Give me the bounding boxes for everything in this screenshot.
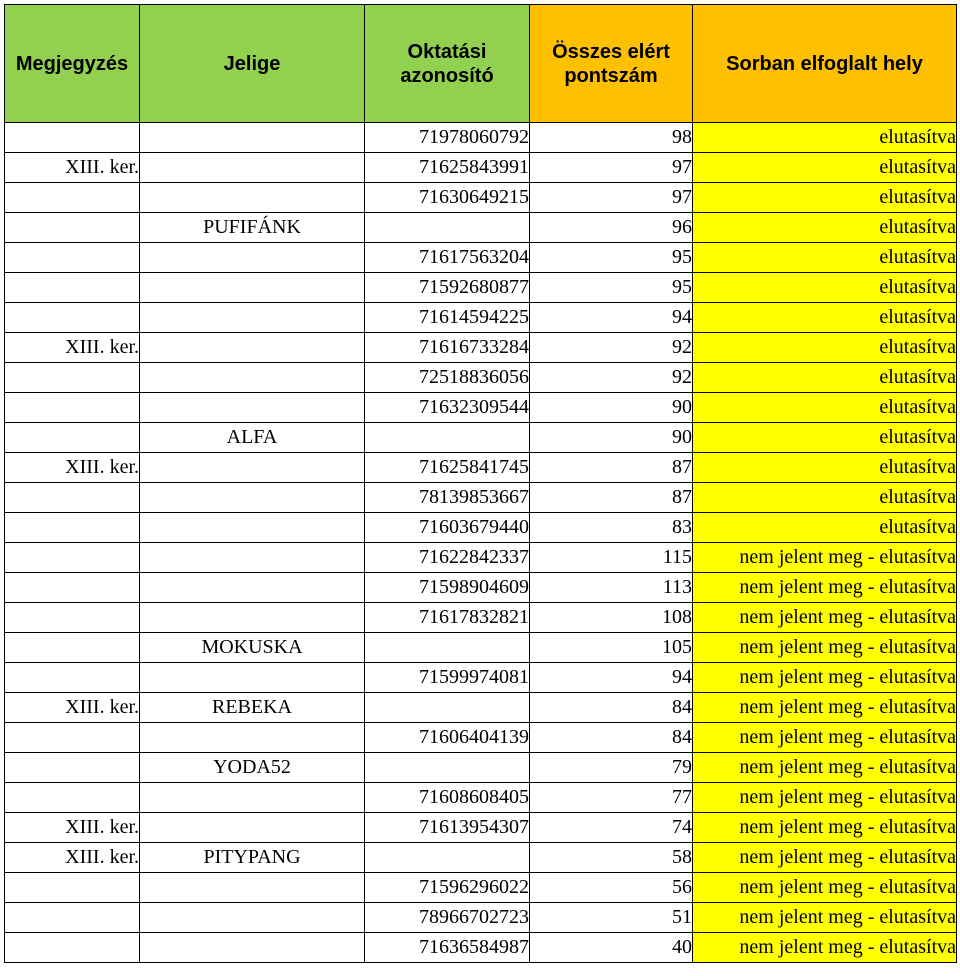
cell-oktatasi-azonosito: 71606404139	[365, 723, 530, 753]
cell-jelige	[140, 723, 365, 753]
cell-sorban-hely: nem jelent meg - elutasítva	[693, 783, 957, 813]
cell-megjegyzes: XIII. ker.	[5, 813, 140, 843]
cell-jelige	[140, 453, 365, 483]
header-megjegyzes-label: Megjegyzés	[15, 52, 129, 75]
cell-jelige	[140, 813, 365, 843]
cell-oktatasi-azonosito: 71632309544	[365, 393, 530, 423]
cell-jelige	[140, 483, 365, 513]
cell-pontszam: 96	[530, 213, 693, 243]
cell-sorban-hely: elutasítva	[693, 513, 957, 543]
table-row	[5, 633, 957, 663]
cell-pontszam: 105	[530, 633, 693, 663]
table-body	[5, 123, 957, 963]
cell-jelige	[140, 393, 365, 423]
table-row	[5, 843, 957, 873]
header-megjegyzes	[5, 5, 140, 123]
header-osszes-line1: Összes elért	[552, 40, 670, 63]
cell-megjegyzes	[5, 303, 140, 333]
cell-pontszam: 87	[530, 483, 693, 513]
cell-pontszam: 77	[530, 783, 693, 813]
cell-oktatasi-azonosito: 78966702723	[365, 903, 530, 933]
cell-megjegyzes	[5, 903, 140, 933]
cell-jelige: PUFIFÁNK	[140, 213, 365, 243]
cell-oktatasi-azonosito: 71617563204	[365, 243, 530, 273]
cell-megjegyzes	[5, 123, 140, 153]
cell-sorban-hely: nem jelent meg - elutasítva	[693, 723, 957, 753]
header-jelige-label: Jelige	[223, 52, 281, 75]
cell-jelige	[140, 903, 365, 933]
cell-sorban-hely: elutasítva	[693, 393, 957, 423]
table-row	[5, 903, 957, 933]
table-row	[5, 183, 957, 213]
cell-megjegyzes	[5, 783, 140, 813]
table-row	[5, 663, 957, 693]
cell-megjegyzes	[5, 183, 140, 213]
cell-jelige	[140, 363, 365, 393]
cell-jelige	[140, 243, 365, 273]
cell-oktatasi-azonosito: 71613954307	[365, 813, 530, 843]
cell-oktatasi-azonosito	[365, 213, 530, 243]
cell-jelige	[140, 573, 365, 603]
cell-pontszam: 92	[530, 363, 693, 393]
cell-pontszam: 94	[530, 663, 693, 693]
table-row	[5, 363, 957, 393]
cell-megjegyzes	[5, 663, 140, 693]
cell-oktatasi-azonosito: 71625843991	[365, 153, 530, 183]
cell-sorban-hely: nem jelent meg - elutasítva	[693, 873, 957, 903]
cell-oktatasi-azonosito: 71614594225	[365, 303, 530, 333]
cell-megjegyzes	[5, 393, 140, 423]
cell-pontszam: 97	[530, 153, 693, 183]
header-jelige	[140, 5, 365, 123]
table-row	[5, 753, 957, 783]
cell-pontszam: 84	[530, 693, 693, 723]
table-row	[5, 573, 957, 603]
cell-megjegyzes	[5, 423, 140, 453]
cell-jelige	[140, 933, 365, 963]
cell-sorban-hely: elutasítva	[693, 333, 957, 363]
cell-megjegyzes: XIII. ker.	[5, 153, 140, 183]
table-row	[5, 333, 957, 363]
cell-oktatasi-azonosito	[365, 753, 530, 783]
cell-jelige	[140, 663, 365, 693]
table-row	[5, 153, 957, 183]
cell-jelige	[140, 333, 365, 363]
cell-oktatasi-azonosito: 71622842337	[365, 543, 530, 573]
cell-oktatasi-azonosito: 71608608405	[365, 783, 530, 813]
cell-oktatasi-azonosito: 71625841745	[365, 453, 530, 483]
cell-sorban-hely: nem jelent meg - elutasítva	[693, 813, 957, 843]
cell-pontszam: 84	[530, 723, 693, 753]
table-row	[5, 243, 957, 273]
cell-oktatasi-azonosito: 71598904609	[365, 573, 530, 603]
table-row	[5, 813, 957, 843]
cell-oktatasi-azonosito: 71592680877	[365, 273, 530, 303]
cell-sorban-hely: elutasítva	[693, 243, 957, 273]
cell-jelige: YODA52	[140, 753, 365, 783]
cell-oktatasi-azonosito: 71636584987	[365, 933, 530, 963]
header-oktatasi-azonosito	[365, 5, 530, 123]
table-row	[5, 693, 957, 723]
cell-megjegyzes	[5, 273, 140, 303]
cell-megjegyzes	[5, 213, 140, 243]
cell-megjegyzes	[5, 573, 140, 603]
cell-jelige	[140, 603, 365, 633]
cell-oktatasi-azonosito: 71596296022	[365, 873, 530, 903]
cell-pontszam: 40	[530, 933, 693, 963]
cell-oktatasi-azonosito: 78139853667	[365, 483, 530, 513]
cell-megjegyzes	[5, 873, 140, 903]
cell-megjegyzes	[5, 363, 140, 393]
cell-pontszam: 56	[530, 873, 693, 903]
table-row	[5, 123, 957, 153]
cell-sorban-hely: nem jelent meg - elutasítva	[693, 753, 957, 783]
cell-pontszam: 98	[530, 123, 693, 153]
cell-jelige: ALFA	[140, 423, 365, 453]
cell-oktatasi-azonosito: 71616733284	[365, 333, 530, 363]
cell-megjegyzes	[5, 543, 140, 573]
results-table	[4, 4, 957, 963]
cell-jelige	[140, 543, 365, 573]
table-header	[5, 5, 957, 123]
cell-megjegyzes	[5, 243, 140, 273]
cell-megjegyzes: XIII. ker.	[5, 693, 140, 723]
table-row	[5, 543, 957, 573]
cell-oktatasi-azonosito	[365, 633, 530, 663]
cell-jelige	[140, 153, 365, 183]
cell-sorban-hely: nem jelent meg - elutasítva	[693, 603, 957, 633]
cell-megjegyzes	[5, 513, 140, 543]
table-row	[5, 393, 957, 423]
cell-sorban-hely: nem jelent meg - elutasítva	[693, 933, 957, 963]
cell-oktatasi-azonosito: 72518836056	[365, 363, 530, 393]
cell-pontszam: 115	[530, 543, 693, 573]
header-osszes-line2: pontszám	[564, 64, 658, 87]
header-row	[5, 5, 957, 123]
cell-oktatasi-azonosito	[365, 693, 530, 723]
header-oktatasi-line1: Oktatási	[407, 40, 487, 63]
cell-megjegyzes: XIII. ker.	[5, 333, 140, 363]
cell-jelige	[140, 783, 365, 813]
cell-pontszam: 95	[530, 273, 693, 303]
cell-pontszam: 92	[530, 333, 693, 363]
cell-megjegyzes	[5, 753, 140, 783]
cell-sorban-hely: elutasítva	[693, 153, 957, 183]
cell-pontszam: 97	[530, 183, 693, 213]
header-oktatasi-line2: azonosító	[400, 64, 494, 87]
cell-oktatasi-azonosito: 71599974081	[365, 663, 530, 693]
cell-oktatasi-azonosito: 71978060792	[365, 123, 530, 153]
cell-oktatasi-azonosito: 71630649215	[365, 183, 530, 213]
table-row	[5, 873, 957, 903]
table-row	[5, 603, 957, 633]
cell-megjegyzes	[5, 633, 140, 663]
cell-sorban-hely: elutasítva	[693, 213, 957, 243]
table-row	[5, 783, 957, 813]
cell-pontszam: 90	[530, 423, 693, 453]
table-row	[5, 273, 957, 303]
cell-sorban-hely: elutasítva	[693, 303, 957, 333]
cell-sorban-hely: elutasítva	[693, 273, 957, 303]
table-row	[5, 423, 957, 453]
cell-megjegyzes: XIII. ker.	[5, 453, 140, 483]
cell-jelige	[140, 123, 365, 153]
cell-megjegyzes	[5, 933, 140, 963]
cell-pontszam: 79	[530, 753, 693, 783]
cell-oktatasi-azonosito	[365, 843, 530, 873]
cell-jelige	[140, 183, 365, 213]
cell-pontszam: 58	[530, 843, 693, 873]
cell-jelige: MOKUSKA	[140, 633, 365, 663]
cell-jelige	[140, 513, 365, 543]
table-row	[5, 513, 957, 543]
cell-sorban-hely: elutasítva	[693, 123, 957, 153]
cell-pontszam: 95	[530, 243, 693, 273]
header-sorban-hely	[693, 5, 957, 123]
table-row	[5, 303, 957, 333]
cell-pontszam: 94	[530, 303, 693, 333]
cell-oktatasi-azonosito	[365, 423, 530, 453]
cell-sorban-hely: elutasítva	[693, 423, 957, 453]
table-row	[5, 933, 957, 963]
cell-sorban-hely: nem jelent meg - elutasítva	[693, 573, 957, 603]
cell-sorban-hely: nem jelent meg - elutasítva	[693, 543, 957, 573]
cell-sorban-hely: elutasítva	[693, 183, 957, 213]
cell-megjegyzes	[5, 483, 140, 513]
cell-sorban-hely: nem jelent meg - elutasítva	[693, 693, 957, 723]
cell-jelige	[140, 273, 365, 303]
cell-megjegyzes	[5, 723, 140, 753]
cell-sorban-hely: elutasítva	[693, 363, 957, 393]
header-osszes-pontszam	[530, 5, 693, 123]
table-row	[5, 483, 957, 513]
cell-jelige: REBEKA	[140, 693, 365, 723]
cell-pontszam: 90	[530, 393, 693, 423]
table-row	[5, 213, 957, 243]
cell-pontszam: 113	[530, 573, 693, 603]
cell-pontszam: 87	[530, 453, 693, 483]
cell-sorban-hely: nem jelent meg - elutasítva	[693, 663, 957, 693]
cell-jelige	[140, 873, 365, 903]
cell-sorban-hely: nem jelent meg - elutasítva	[693, 843, 957, 873]
cell-pontszam: 108	[530, 603, 693, 633]
table-row	[5, 723, 957, 753]
cell-oktatasi-azonosito: 71617832821	[365, 603, 530, 633]
cell-pontszam: 51	[530, 903, 693, 933]
cell-megjegyzes: XIII. ker.	[5, 843, 140, 873]
cell-sorban-hely: nem jelent meg - elutasítva	[693, 903, 957, 933]
cell-pontszam: 74	[530, 813, 693, 843]
table-row	[5, 453, 957, 483]
cell-jelige	[140, 303, 365, 333]
cell-jelige: PITYPANG	[140, 843, 365, 873]
cell-sorban-hely: nem jelent meg - elutasítva	[693, 633, 957, 663]
header-sorban-label: Sorban elfoglalt hely	[726, 52, 923, 75]
cell-oktatasi-azonosito: 71603679440	[365, 513, 530, 543]
cell-sorban-hely: elutasítva	[693, 453, 957, 483]
cell-sorban-hely: elutasítva	[693, 483, 957, 513]
cell-pontszam: 83	[530, 513, 693, 543]
cell-megjegyzes	[5, 603, 140, 633]
